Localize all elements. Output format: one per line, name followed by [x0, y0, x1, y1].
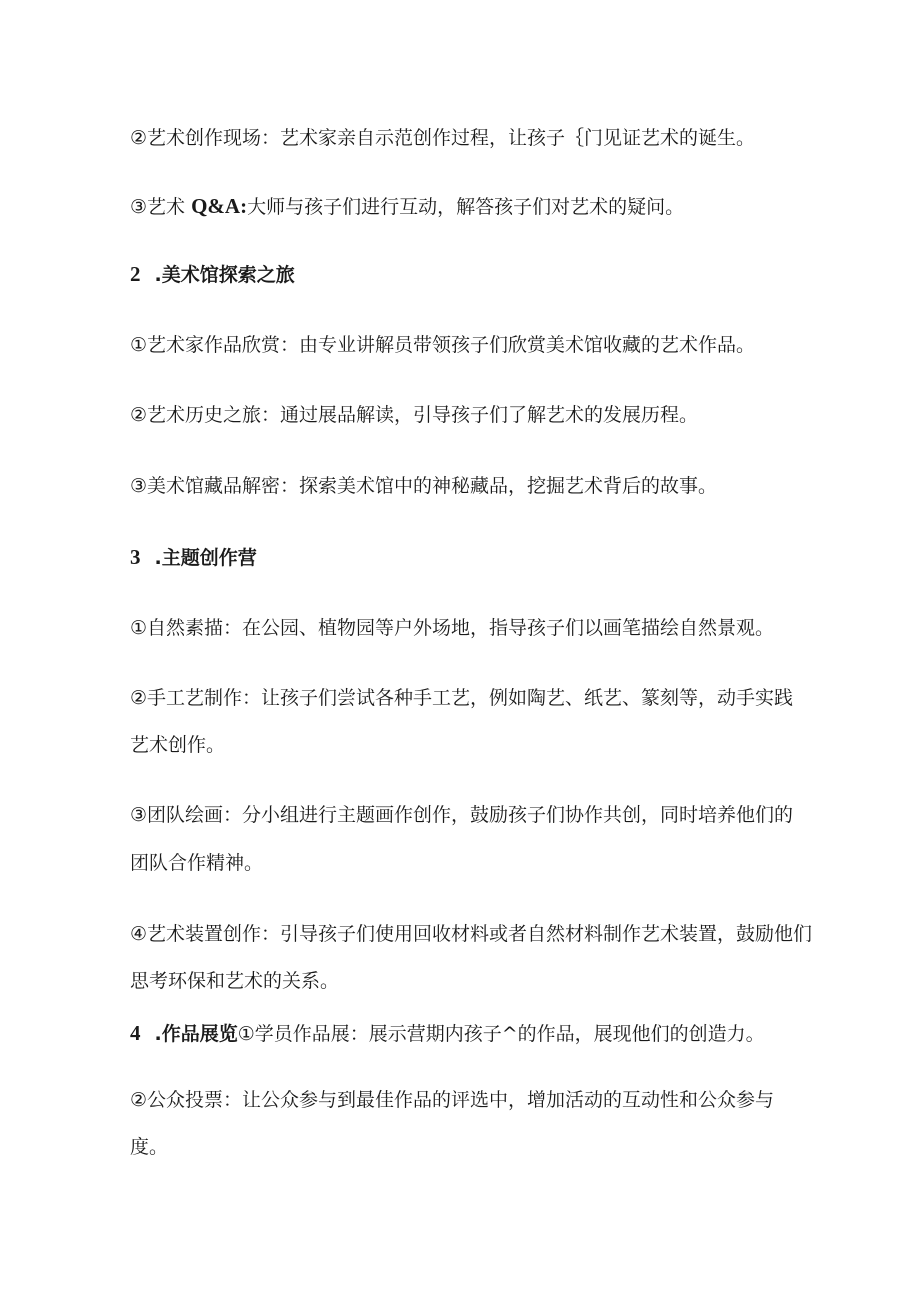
paragraph-collection-secrets: ③美术馆藏品解密：探索美术馆中的神秘藏品，挖掘艺术背后的故事。	[130, 475, 718, 497]
section-title: .美术馆探索之旅	[154, 264, 295, 286]
section-heading-group	[130, 1023, 238, 1045]
paragraph-art-qa-text: 大师与孩子们进行互动，解答孩子们对艺术的疑问。	[247, 196, 685, 218]
section-number: 3	[130, 545, 141, 569]
section-number: 2	[130, 262, 141, 286]
section-heading-theme-camp	[130, 545, 257, 570]
paragraph-team-painting-line1: ③团队绘画：分小组进行主题画作创作，鼓励孩子们协作共创，同时培养他们的	[130, 804, 794, 826]
paragraph-installation-line1: ④艺术装置创作：引导孩子们使用回收材料或者自然材料制作艺术装置，鼓励他们	[130, 923, 813, 945]
paragraph-public-vote-line1: ②公众投票：让公众参与到最佳作品的评选中，增加活动的互动性和公众参与	[130, 1089, 775, 1111]
paragraph-art-qa-prefix: ③艺术	[130, 196, 192, 218]
paragraph-team-painting-line2: 团队合作精神。	[130, 852, 264, 874]
paragraph-art-qa-label: Q&A:	[191, 194, 248, 218]
section-number: 4	[130, 1021, 141, 1045]
paragraph-art-creation-live: ②艺术创作现场：艺术家亲自示范创作过程，让孩子｛门见证艺术的诞生。	[130, 127, 756, 149]
section-heading-exhibition	[130, 1021, 765, 1046]
paragraph-installation-line2: 思考环保和艺术的关系。	[130, 970, 340, 992]
paragraph-art-history: ②艺术历史之旅：通过展品解读，引导孩子们了解艺术的发展历程。	[130, 404, 699, 426]
paragraph-public-vote-line2: 度。	[130, 1136, 169, 1158]
section-title: .作品展览	[154, 1023, 238, 1045]
section-title: .主题创作营	[154, 547, 257, 569]
paragraph-art-qa	[130, 194, 684, 219]
section-heading-museum-tour	[130, 262, 295, 287]
paragraph-nature-sketch: ①自然素描：在公园、植物园等户外场地，指导孩子们以画笔描绘自然景观。	[130, 617, 775, 639]
paragraph-handicraft-line1: ②手工艺制作：让孩子们尝试各种手工艺，例如陶艺、纸艺、篆刻等，动手实践	[130, 687, 794, 709]
paragraph-student-exhibition: ①学员作品展：展示营期内孩子^的作品，展现他们的创造力。	[237, 1023, 765, 1045]
paragraph-handicraft-line2: 艺术创作。	[130, 734, 226, 756]
paragraph-artist-works: ①艺术家作品欣赏：由专业讲解员带领孩子们欣赏美术馆收藏的艺术作品。	[130, 334, 756, 356]
